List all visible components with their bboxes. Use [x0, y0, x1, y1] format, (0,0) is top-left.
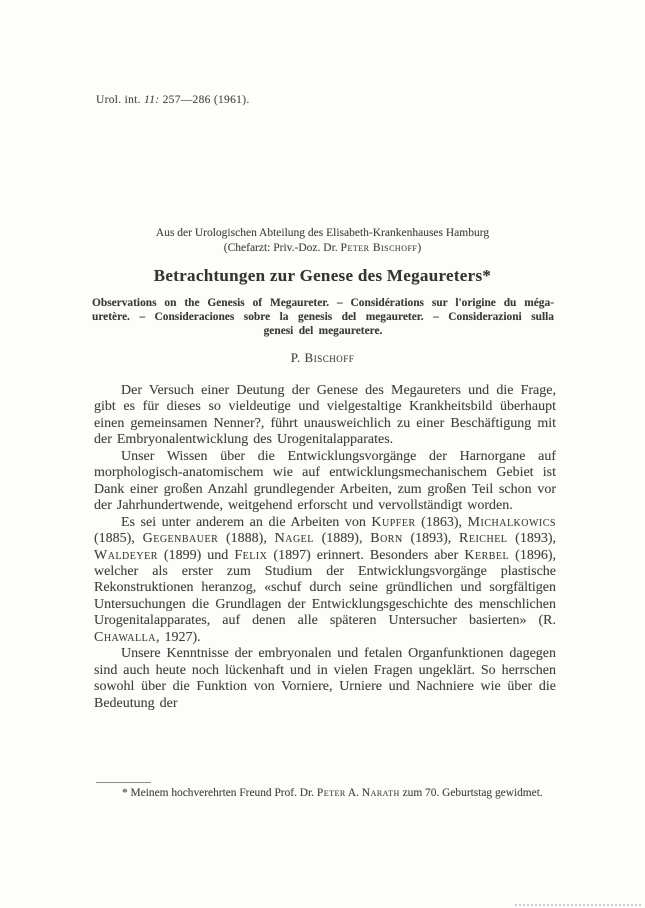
text-segment: Unser Wissen über die Entwicklungsvorgänge der Harnorgane auf morphologisch-anatomischem wie auf entwicklungsmechanischem Gebiet ist Dank einer großen Anzahl grundlegender Arbeiten, zum großen Teil schon vor der Jahrhundertwende, weitgehend erforscht und vervollständigt worden. [94, 448, 556, 514]
institution-line-1: Aus der Urologischen Abteilung des Elisabeth-Krankenhauses Hamburg [155, 227, 490, 239]
paragraph-3 [94, 515, 556, 647]
small-caps-name: Nagel [274, 531, 314, 547]
small-caps-name: Kerbel [464, 547, 510, 563]
text-segment: , 1927). [155, 629, 201, 645]
small-caps-name: Peter Bischoff [340, 242, 418, 254]
paragraph-2 [94, 449, 556, 515]
footnote-separator-rule [96, 782, 151, 783]
abstract-line-1: Observations on the Genesis of Megaureter. – Considérations sur l'origine du méga- [92, 297, 554, 309]
multilingual-abstract [92, 297, 554, 338]
text-segment: (1893), [507, 531, 556, 547]
small-caps-name: Gegenbauer [142, 531, 219, 547]
small-caps-name: Peter [316, 787, 346, 799]
text-segment: (1899) und [157, 547, 235, 563]
text-segment: (Chefarzt: Priv.-Doz. Dr. [223, 242, 341, 254]
text-segment: (1889), [313, 531, 371, 547]
dedication-footnote [92, 786, 556, 801]
institution-line-2 [0, 241, 645, 256]
journal-reference [96, 94, 250, 106]
text-segment: ) [417, 242, 422, 254]
abstract-line-2: uretère. – Consideraciones sobre la genesis del megaureter. – Considerazioni sulla [92, 310, 554, 323]
text-segment: zum 70. Geburtstag gewidmet. [399, 787, 543, 799]
text-segment: Unsere Kenntnisse der embryonalen und fetalen Organfunktionen dagegen sind auch heute noch lückenhaft und in vielen Fragen ungeklärt. So herrschen sowohl über die Funktion von Vorniere, Urniere und Nachniere wie über die Bedeutung der [94, 646, 556, 711]
text-segment: Urol. int. [96, 94, 145, 106]
small-caps-name: P. Bischoff [290, 350, 355, 365]
paragraph-4 [94, 646, 556, 712]
text-segment: (1863), [415, 514, 468, 530]
text-segment: (1885), [94, 531, 143, 547]
body-text [94, 383, 556, 781]
abstract-line-3: genesi del megauretere. [263, 324, 383, 337]
author-name [0, 350, 645, 366]
text-segment: A. [345, 787, 362, 799]
text-segment: (1897) erinnert. Besonders aber [267, 547, 465, 563]
text-segment: Es sei unter anderem an die Arbeiten von [121, 514, 372, 530]
scan-artifact-dotted-line [515, 904, 641, 906]
institution-block [0, 226, 645, 256]
paragraph-1 [94, 383, 556, 449]
text-segment: (1893), [402, 531, 460, 547]
text-segment: 11: [144, 94, 160, 106]
text-segment: * Meinem hochverehrten Freund Prof. Dr. [122, 787, 317, 799]
small-caps-name: Waldeyer [94, 547, 158, 563]
small-caps-name: Chawalla [94, 629, 156, 645]
small-caps-name: Michalkowics [467, 514, 556, 530]
small-caps-name: Narath [361, 787, 400, 799]
small-caps-name: Born [370, 531, 403, 547]
text-segment: Der Versuch einer Deutung der Genese des Megaureters und die Frage, gibt es für dieses so vieldeutige und vielgestaltige Krankheitsbild überhaupt einen gemeinsamen Nenner?, führt unausweichlich zu einer Beschäftigung mit der Embryonalentwicklung des Urogenitalapparates. [94, 383, 556, 448]
small-caps-name: Reichel [459, 531, 508, 547]
text-segment: (1896), welcher als erster zum Studium der Entwicklungsvorgänge plastische Rekonstruktionen heranzog, «schuf durch seine gründlichen und sorgfältigen Untersuchungen die Grundlagen der Entwicklungsgeschichte des menschlichen Urogenitalapparates, auf denen alle späteren Untersucher basierten» (R. [94, 547, 556, 629]
text-segment: (1888), [218, 531, 275, 547]
small-caps-name: Felix [234, 547, 268, 563]
article-title: Betrachtungen zur Genese des Megaureters* [153, 266, 492, 285]
text-segment: 257—286 (1961). [159, 94, 250, 106]
small-caps-name: Kupfer [371, 514, 416, 530]
